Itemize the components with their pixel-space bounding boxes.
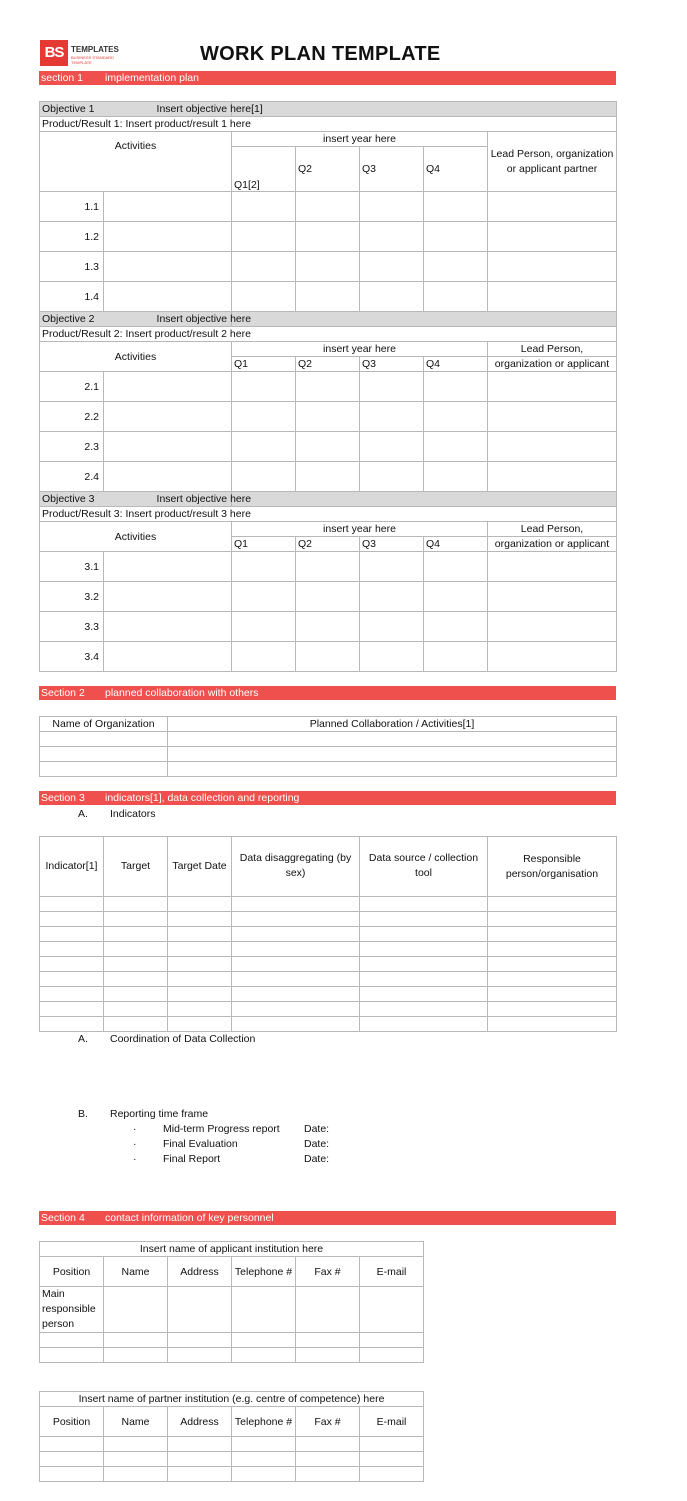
partner-contact-table xyxy=(39,1391,424,1482)
activity-number: 2.2 xyxy=(40,402,104,432)
table-row xyxy=(40,1437,424,1452)
objective-1-table xyxy=(39,101,617,312)
quarter-header: Q4 xyxy=(424,357,488,372)
email-header: E-mail xyxy=(360,1257,424,1287)
report-name: Final Evaluation xyxy=(163,1138,238,1150)
address-header: Address xyxy=(168,1257,232,1287)
indicators-table xyxy=(39,836,617,1032)
table-row xyxy=(40,1452,424,1467)
activity-number: 3.4 xyxy=(40,642,104,672)
quarter-header: Q1[2] xyxy=(232,147,296,192)
coordination-heading: Coordination of Data Collection xyxy=(110,1033,256,1045)
activity-row xyxy=(40,252,617,282)
table-row xyxy=(40,1287,424,1333)
section-1-bar xyxy=(39,71,616,85)
activity-number: 1.3 xyxy=(40,252,104,282)
activity-number: 1.2 xyxy=(40,222,104,252)
quarter-header: Q1 xyxy=(232,537,296,552)
email-header: E-mail xyxy=(360,1407,424,1437)
quarter-header: Q2 xyxy=(296,147,360,192)
objective-text: Insert objective here[1] xyxy=(156,103,263,115)
lead-person-header-line2: organization or applicant xyxy=(488,537,617,552)
quarter-header: Q2 xyxy=(296,537,360,552)
name-header: Name xyxy=(104,1407,168,1437)
quarter-header: Q3 xyxy=(360,537,424,552)
report-date: Date: xyxy=(304,1123,330,1135)
brand-logo xyxy=(40,40,122,66)
table-row xyxy=(40,987,617,1002)
section-2-number: Section 2 xyxy=(41,687,85,699)
table-row xyxy=(40,732,617,747)
indicators-letter: A. xyxy=(78,808,88,820)
org-name-header: Name of Organization xyxy=(40,717,168,732)
quarter-header: Q1 xyxy=(232,357,296,372)
logo-word: TEMPLATES xyxy=(71,45,119,54)
objective-label: Objective 3 Insert objective here xyxy=(40,492,232,507)
table-row xyxy=(40,1002,617,1017)
report-date: Date: xyxy=(304,1153,330,1165)
activity-number: 2.1 xyxy=(40,372,104,402)
logo-mark: BS xyxy=(40,40,68,66)
activity-number: 1.4 xyxy=(40,282,104,312)
target-header: Target xyxy=(104,837,168,897)
section-1-label: implementation plan xyxy=(105,72,199,84)
section-3-label: indicators[1], data collection and reporting xyxy=(105,792,300,804)
target-date-header: Target Date xyxy=(168,837,232,897)
year-header: insert year here xyxy=(232,132,488,147)
bullet: · xyxy=(133,1153,137,1165)
activity-row xyxy=(40,642,617,672)
lead-person-header-line1: Lead Person, xyxy=(488,522,617,537)
year-header: insert year here xyxy=(232,342,488,357)
activity-number: 3.3 xyxy=(40,612,104,642)
activity-number: 1.1 xyxy=(40,192,104,222)
section-2-bar xyxy=(39,686,616,700)
section-3-bar xyxy=(39,791,616,805)
activity-row xyxy=(40,372,617,402)
table-row xyxy=(40,747,617,762)
quarter-header: Q4 xyxy=(424,537,488,552)
objective-text: Insert objective here xyxy=(156,313,252,325)
table-row xyxy=(40,942,617,957)
section-3-number: Section 3 xyxy=(41,792,85,804)
product-result: Product/Result 3: Insert product/result 3 here xyxy=(40,507,617,522)
data-source-header: Data source / collection tool xyxy=(360,837,488,897)
section-4-bar xyxy=(39,1211,616,1225)
activity-row xyxy=(40,462,617,492)
activity-number: 3.1 xyxy=(40,552,104,582)
lead-person-header-line2: organization or applicant xyxy=(488,357,617,372)
lead-person-header-line1: Lead Person, xyxy=(488,342,617,357)
product-result: Product/Result 1: Insert product/result 1 here xyxy=(40,117,617,132)
coordination-letter: A. xyxy=(78,1033,88,1045)
activity-row xyxy=(40,612,617,642)
bullet: · xyxy=(133,1138,137,1150)
table-row xyxy=(40,912,617,927)
applicant-contact-table xyxy=(39,1241,424,1363)
activity-number: 2.4 xyxy=(40,462,104,492)
activity-row xyxy=(40,582,617,612)
table-row xyxy=(40,957,617,972)
report-date: Date: xyxy=(304,1138,330,1150)
applicant-institution-title: Insert name of applicant institution here xyxy=(40,1242,424,1257)
position-header: Position xyxy=(40,1407,104,1437)
quarter-header: Q3 xyxy=(360,147,424,192)
table-row xyxy=(40,1348,424,1363)
main-person-label: Main responsible person xyxy=(40,1287,104,1333)
bullet: · xyxy=(133,1123,137,1135)
activity-row xyxy=(40,222,617,252)
address-header: Address xyxy=(168,1407,232,1437)
telephone-header: Telephone # xyxy=(232,1257,296,1287)
objective-label: Objective 1 Insert objective here[1] xyxy=(40,102,232,117)
table-row xyxy=(40,1017,617,1032)
telephone-header: Telephone # xyxy=(232,1407,296,1437)
year-header: insert year here xyxy=(232,522,488,537)
activity-row xyxy=(40,552,617,582)
objective-2-table xyxy=(39,311,617,492)
objective-text: Insert objective here xyxy=(156,493,252,505)
section-2-label: planned collaboration with others xyxy=(105,687,259,699)
table-row xyxy=(40,897,617,912)
objective-label: Objective 2 Insert objective here xyxy=(40,312,232,327)
collaboration-header: Planned Collaboration / Activities[1] xyxy=(168,717,617,732)
reporting-heading: Reporting time frame xyxy=(110,1108,209,1120)
table-row xyxy=(40,927,617,942)
report-name: Mid-term Progress report xyxy=(163,1123,280,1135)
name-header: Name xyxy=(104,1257,168,1287)
activity-row xyxy=(40,282,617,312)
page-title: WORK PLAN TEMPLATE xyxy=(200,43,441,65)
activity-number: 2.3 xyxy=(40,432,104,462)
table-row xyxy=(40,1333,424,1348)
section-1-number: section 1 xyxy=(41,72,84,84)
logo-tagline: BUSINESS STANDARD TEMPLATE xyxy=(71,55,115,65)
activities-header: Activities xyxy=(40,132,232,192)
table-row xyxy=(40,1467,424,1482)
objective-3-table xyxy=(39,491,617,672)
fax-header: Fax # xyxy=(296,1257,360,1287)
product-result: Product/Result 2: Insert product/result 2 here xyxy=(40,327,617,342)
table-row xyxy=(40,762,617,777)
responsible-header: Responsible person/organisation xyxy=(488,837,617,897)
activity-row xyxy=(40,432,617,462)
position-header: Position xyxy=(40,1257,104,1287)
section-4-number: Section 4 xyxy=(41,1212,85,1224)
table-row xyxy=(40,972,617,987)
quarter-header: Q2 xyxy=(296,357,360,372)
disaggregation-header: Data disaggregating (by sex) xyxy=(232,837,360,897)
partner-institution-title: Insert name of partner institution (e.g. centre of competence) here xyxy=(40,1392,424,1407)
activities-header: Activities xyxy=(40,342,232,372)
quarter-header: Q4 xyxy=(424,147,488,192)
quarter-header: Q3 xyxy=(360,357,424,372)
activities-header: Activities xyxy=(40,522,232,552)
activity-row xyxy=(40,402,617,432)
collaboration-table xyxy=(39,716,617,777)
lead-person-header: Lead Person, organization or applicant partner xyxy=(488,132,617,192)
report-name: Final Report xyxy=(163,1153,221,1165)
section-4-label: contact information of key personnel xyxy=(105,1212,274,1224)
activity-number: 3.2 xyxy=(40,582,104,612)
activity-row xyxy=(40,192,617,222)
reporting-letter: B. xyxy=(78,1108,88,1120)
fax-header: Fax # xyxy=(296,1407,360,1437)
indicators-heading: Indicators xyxy=(110,808,156,820)
indicator-header: Indicator[1] xyxy=(40,837,104,897)
